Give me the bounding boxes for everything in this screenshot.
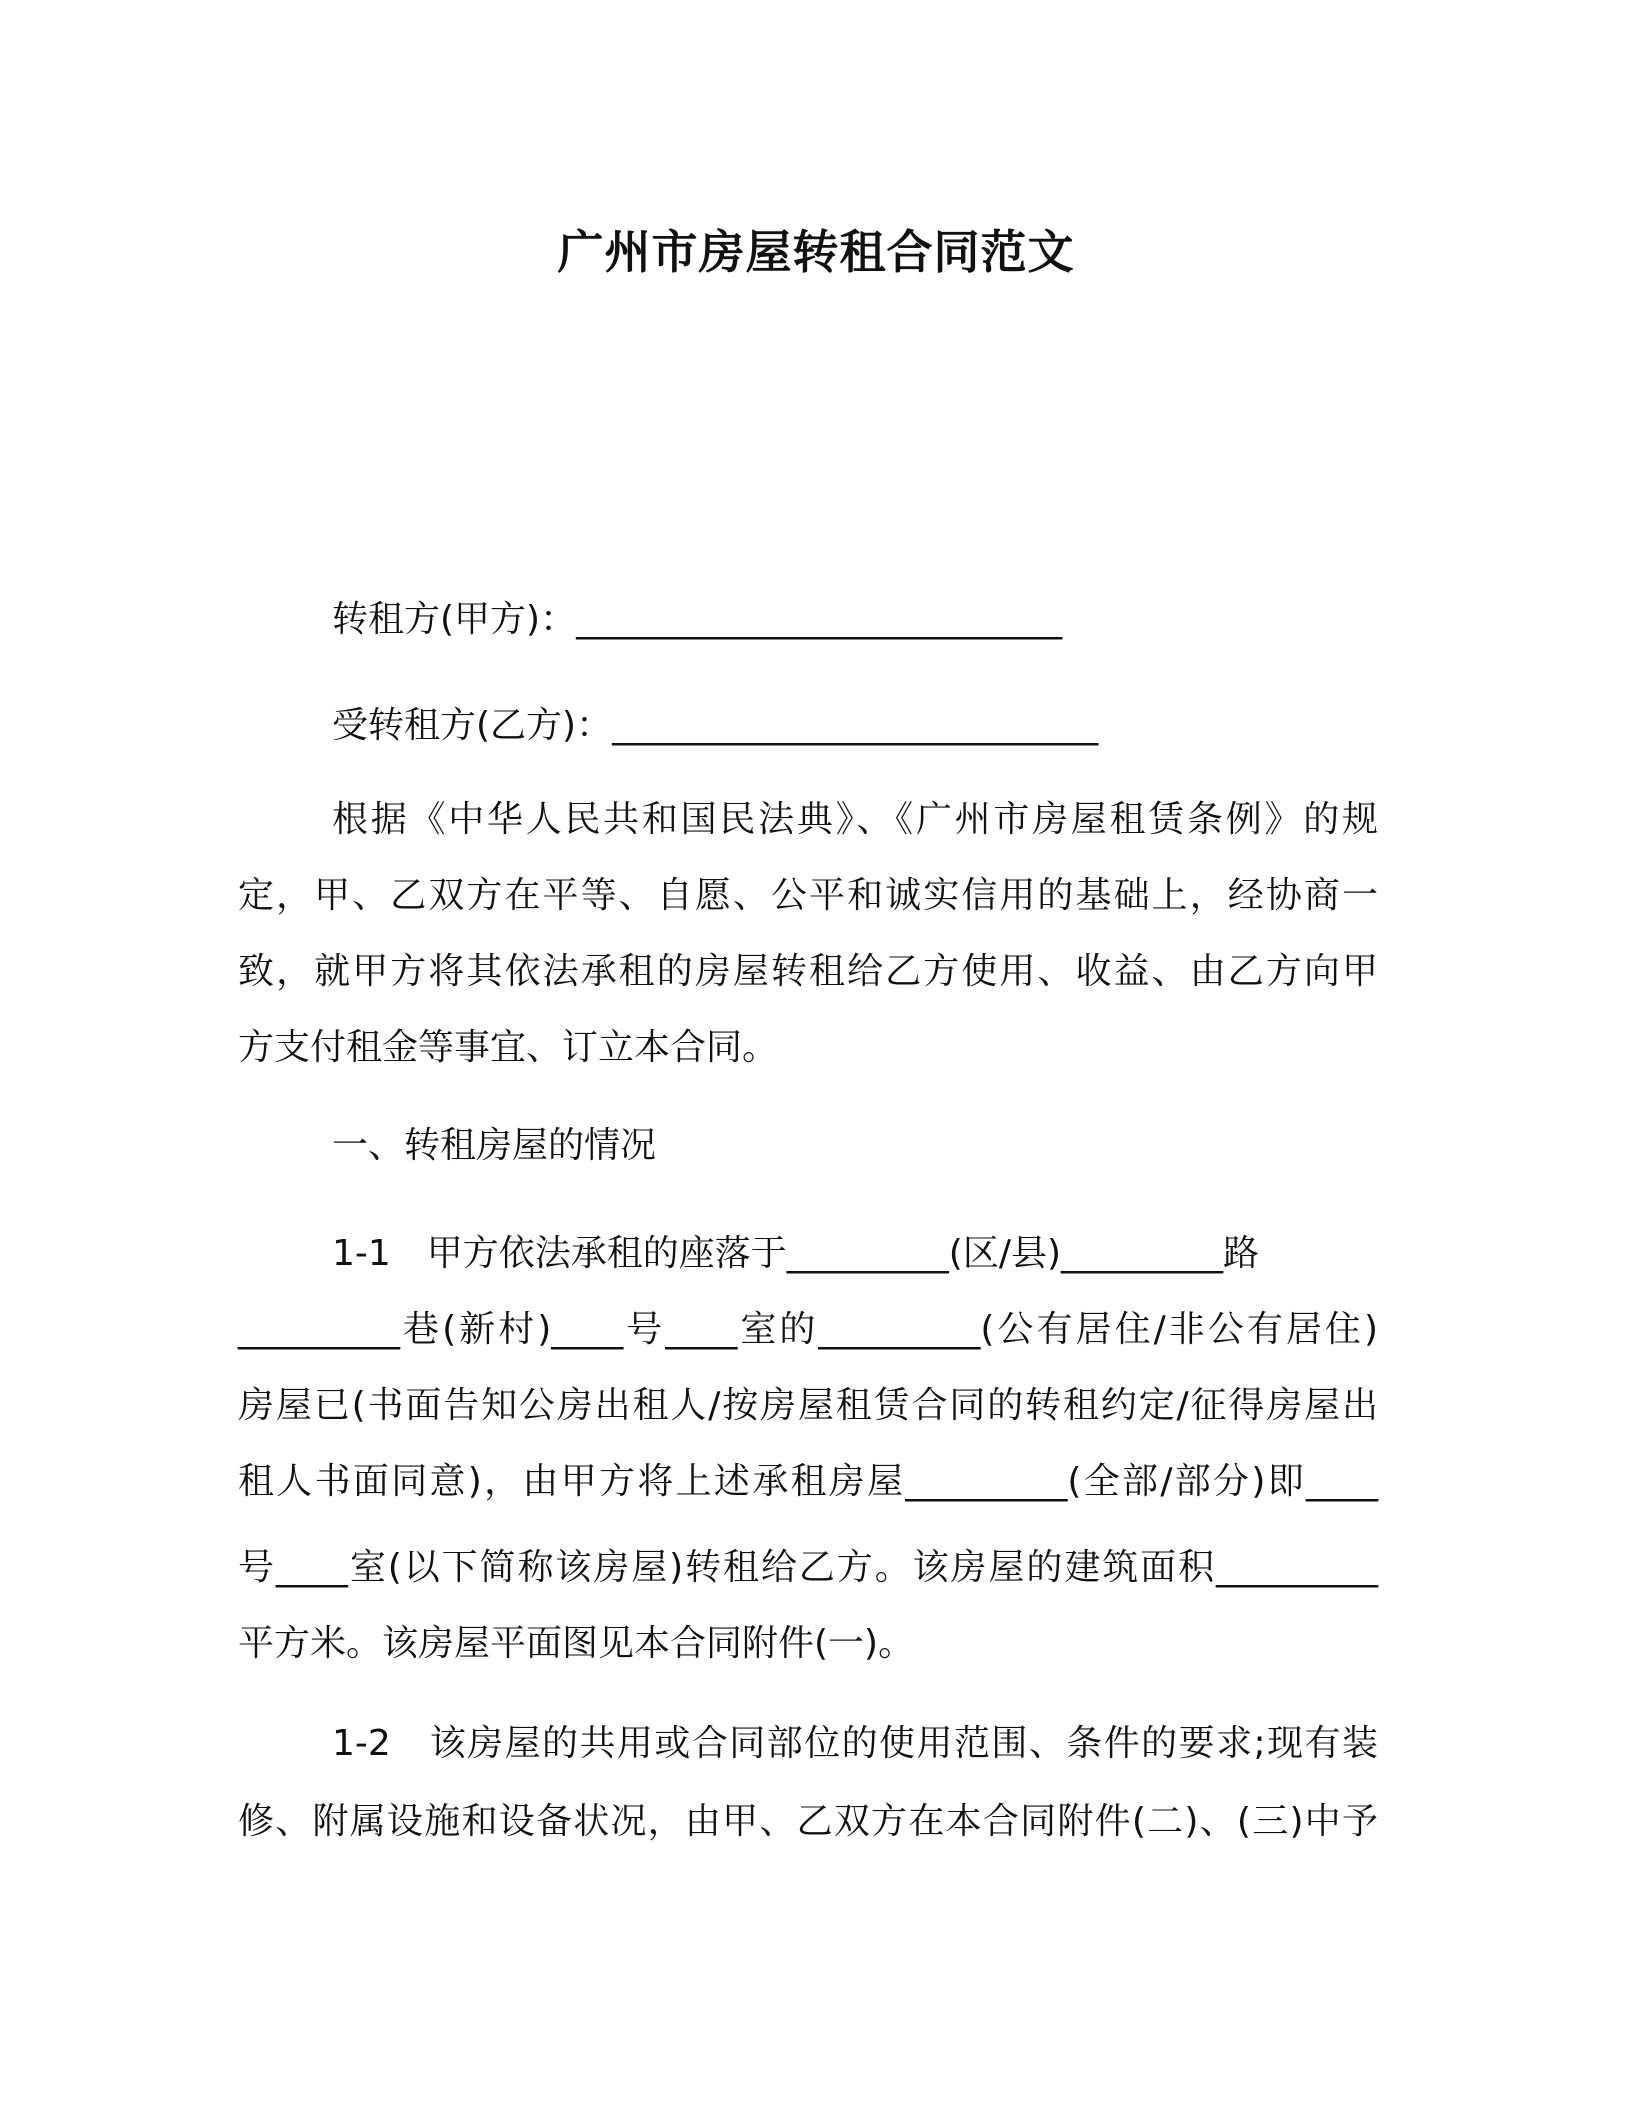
clause-1-2-line-1: 1-2 该房屋的共用或合同部位的使用范围、条件的要求;现有装 — [332, 1723, 1378, 1764]
clause-1-2-line-2: 修、附属设施和设备状况，由甲、乙双方在本合同附件(二)、(三)中予 — [238, 1801, 1378, 1842]
clause-1-1-line-4: 租人书面同意)，由甲方将上述承租房屋_________(全部/部分)即____ — [238, 1461, 1378, 1502]
preamble-line-1: 根据《中华人民共和国民法典》、《广州市房屋租赁条例》的规 — [332, 799, 1378, 840]
clause-1-1-line-5: 号____室(以下简称该房屋)转租给乙方。该房屋的建筑面积_________ — [238, 1547, 1378, 1588]
party-a-line: 转租方(甲方)：___________________________ — [332, 599, 1063, 640]
preamble-line-2: 定，甲、乙双方在平等、自愿、公平和诚实信用的基础上，经协商一 — [238, 875, 1378, 916]
clause-1-1-line-6: 平方米。该房屋平面图见本合同附件(一)。 — [238, 1623, 915, 1664]
section-heading-1: 一、转租房屋的情况 — [332, 1125, 657, 1166]
preamble-line-3: 致，就甲方将其依法承租的房屋转租给乙方使用、收益、由乙方向甲 — [238, 951, 1378, 992]
party-b-line: 受转租方(乙方)：___________________________ — [332, 705, 1099, 746]
clause-1-1-line-3: 房屋已(书面告知公房出租人/按房屋租赁合同的转租约定/征得房屋出 — [238, 1385, 1378, 1426]
preamble-line-4: 方支付租金等事宜、订立本合同。 — [238, 1027, 779, 1068]
clause-1-1-line-1: 1-1 甲方依法承租的座落于_________(区/县)_________路 — [332, 1233, 1260, 1274]
clause-1-1-line-2: _________巷(新村)____号____室的_________(公有居住/非公有居住) — [238, 1309, 1378, 1350]
document-title: 广州市房屋转租合同范文 — [557, 225, 1075, 279]
